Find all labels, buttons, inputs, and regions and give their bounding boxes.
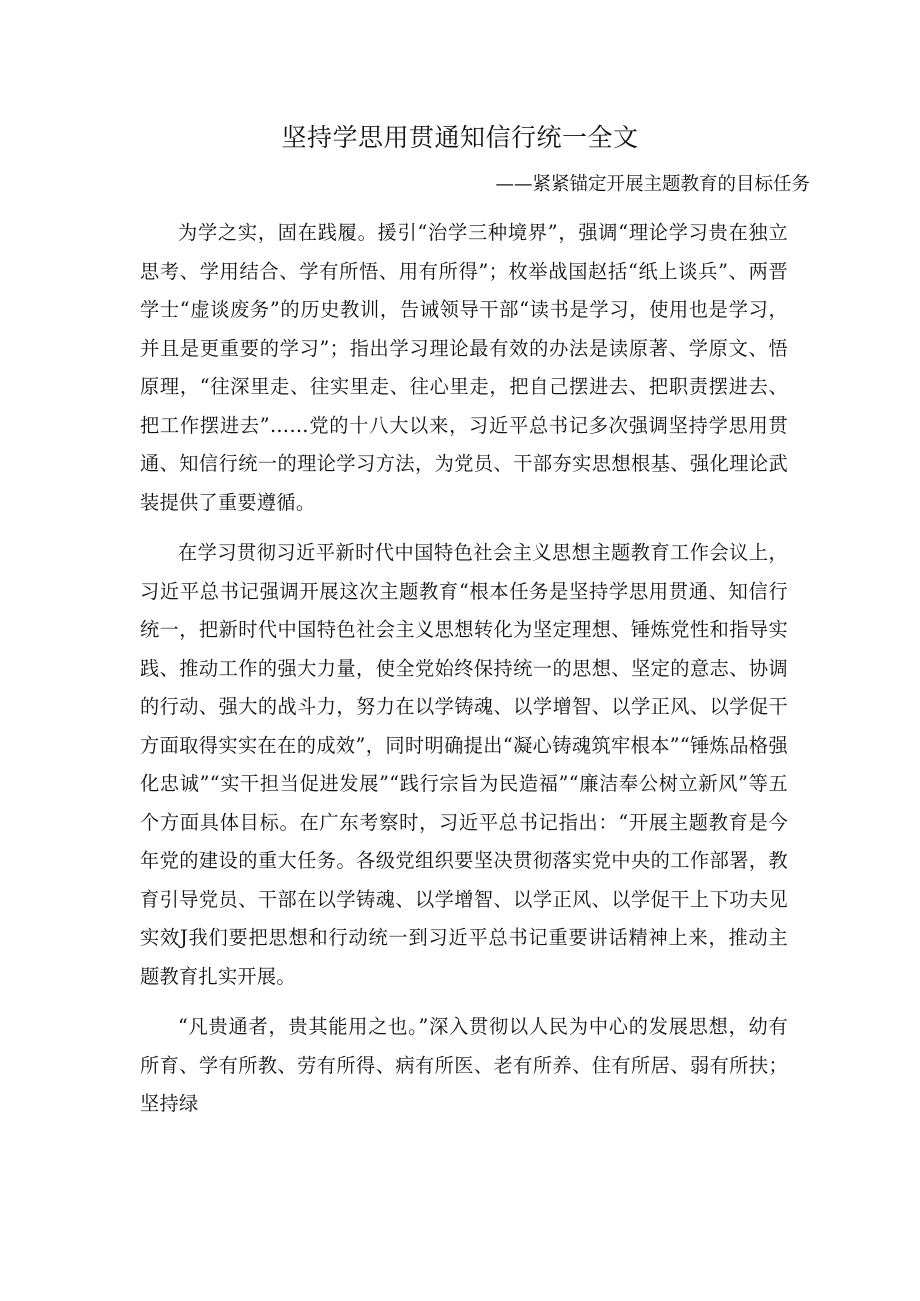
document-title: 坚持学思用贯通知信行统一全文: [281, 123, 639, 152]
paragraph-1: 为学之实，固在践履。援引“治学三种境界”，强调“理论学习贵在独立思考、学用结合、学有所悟、用有所得”；枚举战国赵括“纸上谈兵”、两晋学士“虚谈废务”的历史教训，告诫领导干部“读书是学习，使用也是学习，并且是更重要的学习”；指出学习理论最有效的办法是读原著、学原文、悟原理，“往深里走、往实里走、往心里走，把自己摆进去、把职责摆进去、把工作摆进去”……党的十八大以来，习近平总书记多次强调坚持学思用贯通、知信行统一的理论学习方法，为党员、干部夯实思想根基、强化理论武装提供了重要遵循。: [140, 221, 788, 514]
paragraph-3: “凡贵通者，贵其能用之也。”深入贯彻以人民为中心的发展思想，幼有所育、学有所教、劳有所得、病有所医、老有所养、住有所居、弱有所扶；坚持绿: [140, 1015, 788, 1115]
document-subtitle: ——紧紧锚定开展主题教育的目标任务: [495, 174, 810, 195]
document-body: [140, 214, 788, 1136]
paragraph-2: 在学习贯彻习近平新时代中国特色社会主义思想主题教育工作会议上，习近平总书记强调开展这次主题教育“根本任务是坚持学思用贯通、知信行统一，把新时代中国特色社会主义思想转化为坚定理想、锤炼党性和指导实践、推动工作的强大力量，使全党始终保持统一的思想、坚定的意志、协调的行动、强大的战斗力，努力在以学铸魂、以学增智、以学正风、以学促干方面取得实实在在的成效”，同时明确提出“凝心铸魂筑牢根本”“锤炼品格强化忠诚”“实干担当促进发展”“践行宗旨为民造福”“廉洁奉公树立新风”等五个方面具体目标。在广东考察时，习近平总书记指出：“开展主题教育是今年党的建设的重大任务。各级党组织要坚决贯彻落实党中央的工作部署，教育引导党员、干部在以学铸魂、以学增智、以学正风、以学促干上下功夫见实效J我们要把思想和行动统一到习近平总书记重要讲话精神上来，推动主题教育扎实开展。: [140, 541, 788, 988]
